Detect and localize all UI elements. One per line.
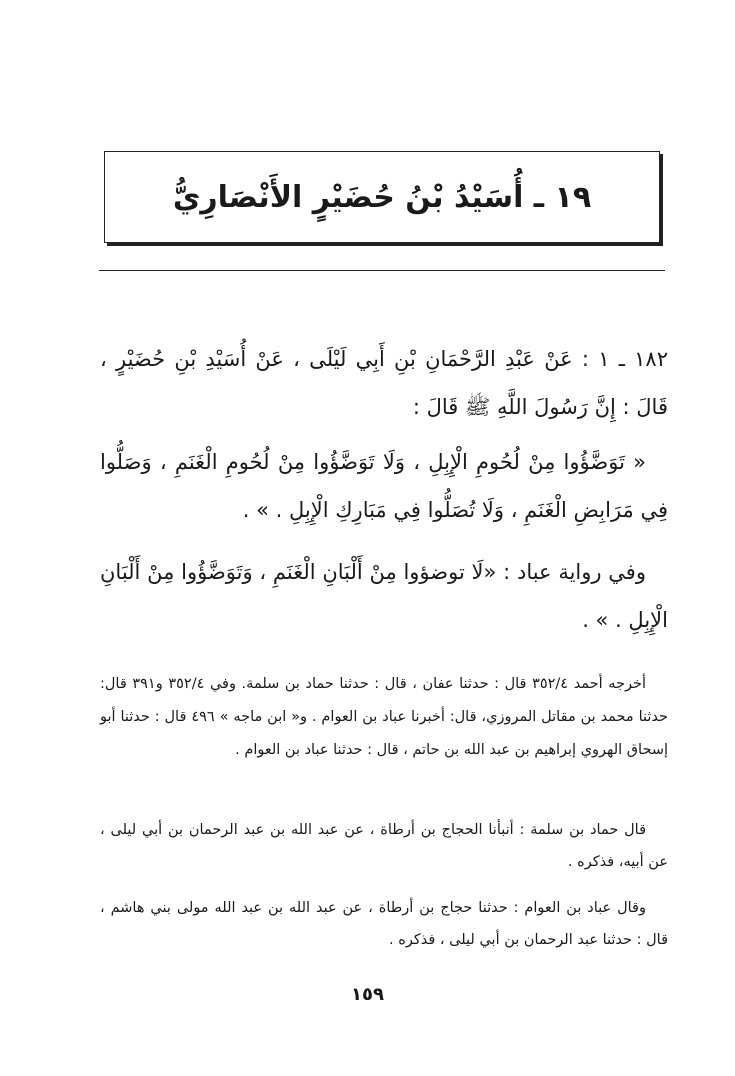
sanad-note-1: قال حماد بن سلمة : أنبأنا الحجاج بن أرطاة ، عن عبد الله بن عبد الرحمان بن أبي ليلى ، عن أبيه، فذكره . [100, 822, 668, 870]
takhrij-note: أخرجه أحمد ٣٥٢/٤ قال : حدثنا عفان ، قال : حدثنا حماد بن سلمة. وفي ٣٥٢/٤ و٣٩١ قال: حدثنا محمد بن مقاتل المروزي، قال: أخبرنا عباد بن العوام . و« ابن ماجه » ٤٩٦ قال : حدثنا أبو إسحاق الهروي إبراهيم بن عبد الله بن حاتم ، قال : حدثنا عباد بن العوام . [100, 676, 668, 758]
hadith-quote: « تَوَضَّؤُوا مِنْ لُحُومِ الْإِبِلِ ، وَلَا تَوَضَّؤُوا مِنْ لُحُومِ الْغَنَمِ ، وَصَلُّوا فِي مَرَابِضِ الْغَنَمِ ، وَلَا تُصَلُّوا فِي مَبَارِكِ الْإِبِلِ . » . [100, 450, 668, 522]
hadith-text: ١٨٢ ـ ١ : عَنْ عَبْدِ الرَّحْمَانِ بْنِ أَبِي لَيْلَى ، عَنْ أُسَيْدِ بْنِ حُضَيْرٍ ، قَالَ : إِنَّ رَسُولَ اللَّهِ ﷺ قَالَ : [100, 347, 668, 419]
hadith-variant: وفي رواية عباد : «لَا توضؤوا مِنْ أَلْبَانِ الْغَنَمِ ، وَتَوَضَّؤُوا مِنْ أَلْبَانِ الْإِبِلِ . » . [100, 560, 668, 632]
chapter-title-frame [104, 151, 660, 243]
title-divider [99, 270, 665, 271]
page-number: ١٥٩ [351, 984, 384, 1005]
chapter-title: ١٩ ـ أُسَيْدُ بْنُ حُضَيْرٍ الأَنْصَارِيُّ [172, 179, 592, 215]
sanad-note-2: وقال عباد بن العوام : حدثنا حجاج بن أرطاة ، عن عبد الله بن عبد الله مولى بني هاشم ، قال : حدثنا عبد الرحمان بن أبي ليلى ، فذكره . [100, 900, 668, 948]
